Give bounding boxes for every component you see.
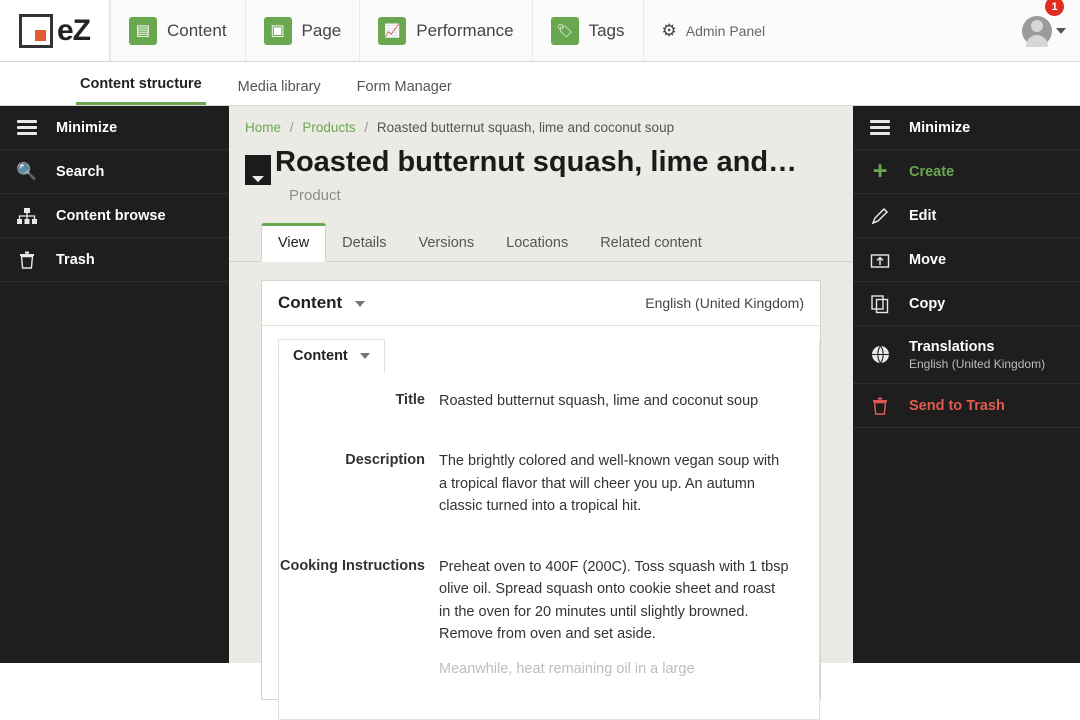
- sidebar-item-search[interactable]: [0, 150, 229, 194]
- action-edit-label: Edit: [909, 207, 937, 224]
- hamburger-icon: [14, 117, 40, 138]
- tab-locations[interactable]: Locations: [506, 235, 569, 251]
- sidebar-item-minimize-label: Minimize: [56, 119, 118, 136]
- action-translations[interactable]: [853, 326, 1080, 384]
- plus-icon: +: [872, 157, 888, 185]
- subnav-item-media-library[interactable]: Media library: [237, 79, 321, 95]
- pencil-icon: [867, 207, 893, 225]
- fieldgroup-tab-content[interactable]: [278, 339, 385, 373]
- action-edit[interactable]: [853, 194, 1080, 238]
- globe-icon: [867, 345, 893, 364]
- sidebar-item-search-label: Search: [56, 163, 105, 180]
- sitemap-icon-svg: [17, 208, 37, 224]
- trash-icon: [867, 397, 893, 415]
- ez-logo[interactable]: [0, 0, 110, 61]
- action-minimize[interactable]: [853, 106, 1080, 150]
- trash-icon-svg: [19, 251, 35, 269]
- action-translations-label: Translations: [909, 338, 995, 355]
- product-icon: [245, 155, 271, 185]
- nav-item-performance-label: Performance: [416, 20, 514, 40]
- nav-item-content-label: Content: [167, 20, 227, 40]
- action-translations-sub: English (United Kingdom): [909, 356, 1046, 371]
- main-navigation: [110, 0, 1012, 61]
- sidebar-item-minimize[interactable]: [0, 106, 229, 150]
- main-content: [229, 106, 853, 677]
- nav-item-tags-label: Tags: [588, 20, 625, 40]
- fieldgroup-tabstrip: [278, 340, 819, 374]
- field-value-description: The brightly colored and well-known vegan soup with a tropical flavor that will cheer you up. An autumn classic turned into a tropical hit.: [439, 453, 780, 515]
- content-icon: ▤: [129, 17, 157, 45]
- action-minimize-label: Minimize: [909, 119, 971, 136]
- action-translations-text: [909, 339, 1045, 371]
- left-sidebar: [0, 106, 229, 663]
- trash-icon-svg: [872, 397, 888, 415]
- page-title: Roasted butternut squash, lime and…: [275, 146, 798, 178]
- top-bar: [0, 0, 1080, 62]
- tab-details[interactable]: Details: [342, 235, 387, 251]
- action-move[interactable]: [853, 238, 1080, 282]
- action-create-label: Create: [909, 163, 955, 180]
- content-tabs: [229, 224, 853, 262]
- logo-mark-icon: [19, 14, 53, 48]
- field-value-overflow: Meanwhile, heat remaining oil in a large: [439, 660, 695, 677]
- user-menu[interactable]: [1012, 0, 1080, 61]
- nav-item-page-label: Page: [301, 20, 342, 40]
- avatar: [1022, 16, 1052, 46]
- copy-icon: [867, 295, 893, 313]
- hamburger-icon: [867, 117, 893, 138]
- performance-icon: 📈: [378, 17, 406, 45]
- field-label-cooking-instructions: Cooking Instructions: [280, 557, 425, 574]
- content-language: English (United Kingdom): [645, 295, 804, 311]
- breadcrumb-separator: /: [364, 120, 369, 135]
- field-label-description: Description: [345, 452, 425, 469]
- copy-icon-svg: [871, 295, 889, 313]
- page-header: [229, 135, 853, 185]
- breadcrumb-home[interactable]: Home: [245, 120, 282, 135]
- field-row: [279, 444, 819, 523]
- subnav-item-content-structure[interactable]: Content structure: [76, 76, 206, 105]
- content-panel-title-group[interactable]: [278, 293, 365, 313]
- move-icon: [867, 252, 893, 268]
- right-sidebar: [853, 106, 1080, 663]
- tab-versions[interactable]: Versions: [418, 235, 475, 251]
- tab-related-content[interactable]: Related content: [600, 235, 702, 251]
- nav-item-page[interactable]: [246, 0, 361, 61]
- nav-item-content[interactable]: [110, 0, 246, 61]
- action-create[interactable]: [853, 150, 1080, 194]
- field-row: [279, 550, 819, 652]
- tags-icon: 🏷: [551, 17, 579, 45]
- action-send-to-trash-label: Send to Trash: [909, 397, 1005, 414]
- admin-panel-label: Admin Panel: [685, 22, 766, 39]
- sidebar-item-trash[interactable]: [0, 238, 229, 282]
- field-value-title: Roasted butternut squash, lime and coconut soup: [439, 393, 759, 409]
- sidebar-item-content-browse[interactable]: [0, 194, 229, 238]
- action-copy[interactable]: [853, 282, 1080, 326]
- trash-icon: [14, 251, 40, 269]
- breadcrumb-products[interactable]: Products: [302, 120, 356, 135]
- breadcrumb: [229, 106, 853, 135]
- content-panel-title: Content: [278, 293, 343, 312]
- field-list: [279, 374, 819, 686]
- chevron-down-icon[interactable]: [360, 353, 370, 359]
- pencil-icon-svg: [871, 207, 889, 225]
- action-move-label: Move: [909, 251, 947, 268]
- page-subtitle: Product: [289, 187, 341, 204]
- nav-item-performance[interactable]: [360, 0, 532, 61]
- breadcrumb-separator: /: [289, 120, 294, 135]
- move-icon-svg: [871, 252, 889, 268]
- sitemap-icon: [14, 208, 40, 224]
- gear-icon: ⚙: [661, 20, 677, 40]
- content-panel-header: [262, 281, 820, 326]
- field-value-cooking-instructions: Preheat oven to 400F (200C). Toss squash with 1 tbsp olive oil. Spread squash onto cookie sheet and roast in the oven for 20 minutes until slightly browned. Remove from oven and set aside.: [439, 558, 789, 643]
- notification-badge[interactable]: 1: [1045, 0, 1064, 16]
- admin-panel-link[interactable]: [644, 0, 784, 61]
- breadcrumb-current: Roasted butternut squash, lime and coconut soup: [376, 120, 675, 135]
- field-label-empty: [279, 658, 439, 680]
- action-copy-label: Copy: [909, 295, 946, 312]
- field-row-overflow: [279, 652, 819, 686]
- chevron-down-icon[interactable]: [1056, 28, 1066, 34]
- globe-icon-svg: [871, 345, 890, 364]
- content-panel: [261, 280, 821, 700]
- logo-text: eZ: [56, 13, 90, 47]
- fieldgroup-tab-content-label: Content: [293, 348, 348, 364]
- action-send-to-trash[interactable]: [853, 384, 1080, 428]
- field-row: [279, 384, 819, 418]
- tab-view[interactable]: View: [261, 223, 326, 262]
- chevron-down-icon[interactable]: [355, 301, 365, 307]
- sub-navigation: [0, 62, 1080, 106]
- subnav-item-form-manager[interactable]: Form Manager: [356, 79, 452, 95]
- page-icon: ▣: [264, 17, 292, 45]
- field-label-title: Title: [395, 392, 425, 408]
- sidebar-item-trash-label: Trash: [56, 251, 95, 268]
- sidebar-item-content-browse-label: Content browse: [56, 207, 166, 224]
- nav-item-tags[interactable]: [533, 0, 644, 61]
- content-fieldgroup-card: [278, 340, 820, 720]
- search-icon: 🔍: [16, 161, 38, 181]
